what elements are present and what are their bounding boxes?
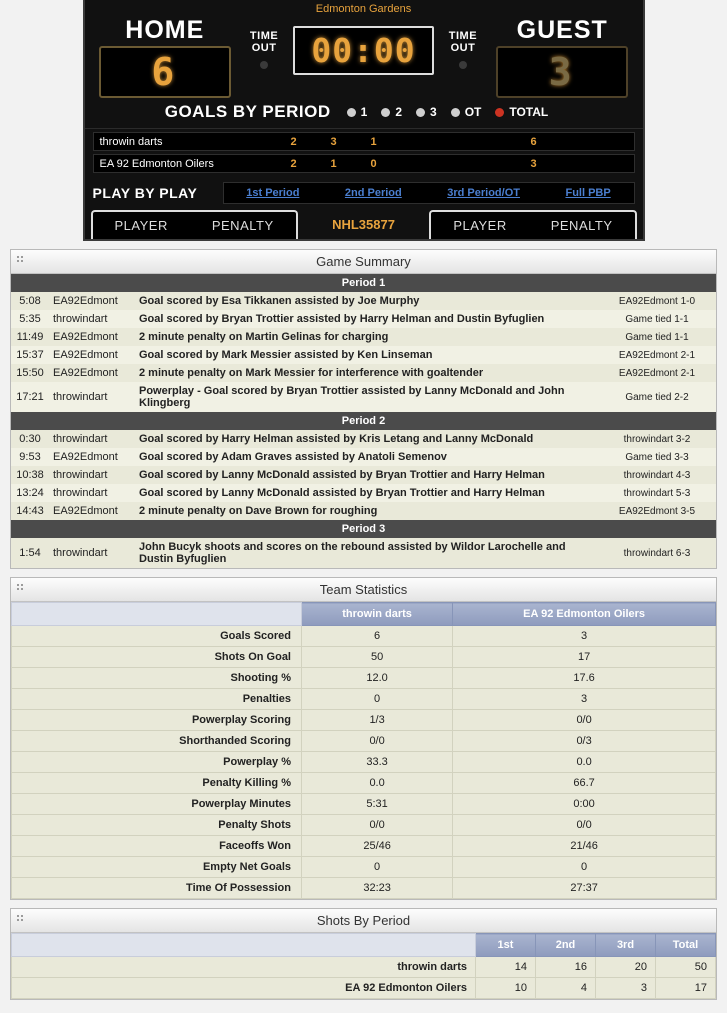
guest-tab-group <box>429 210 636 239</box>
event-team: throwindart <box>49 382 135 412</box>
column-header-2nd: 2nd <box>536 934 596 957</box>
table-row <box>12 836 716 857</box>
timeout-indicator-icon <box>459 61 467 69</box>
table-row <box>12 668 716 689</box>
event-time: 0:30 <box>11 430 49 448</box>
event-team: throwindart <box>49 430 135 448</box>
play-by-play-links <box>223 182 635 204</box>
home-tab-group <box>91 210 298 239</box>
stat-home-value: 0.0 <box>302 773 453 794</box>
goals-by-period-bar <box>85 98 643 129</box>
stat-away-value: 0/0 <box>453 710 716 731</box>
event-time: 1:54 <box>11 538 49 568</box>
scoreboard-top <box>85 16 643 98</box>
game-clock-box <box>293 26 434 75</box>
table-row <box>11 448 716 466</box>
stat-label: Shorthanded Scoring <box>12 731 302 752</box>
stat-home-value: 12.0 <box>302 668 453 689</box>
event-score: EA92Edmont 2-1 <box>598 346 716 364</box>
scoreboard-row-home <box>93 132 635 151</box>
table-row <box>11 484 716 502</box>
tab-guest-penalty[interactable]: PENALTY <box>550 218 613 233</box>
table-row <box>12 752 716 773</box>
team-name: throwin darts <box>99 135 163 148</box>
timeout-line2: OUT <box>450 42 476 54</box>
event-team: EA92Edmont <box>49 364 135 382</box>
radio-icon <box>416 108 425 117</box>
away-team-header: EA 92 Edmonton Oilers <box>453 603 716 626</box>
stat-away-value: 27:37 <box>453 878 716 899</box>
stat-home-value: 25/46 <box>302 836 453 857</box>
period-header-row <box>11 520 716 538</box>
shots-3rd: 20 <box>596 957 656 978</box>
timeout-line2: OUT <box>251 42 277 54</box>
team-statistics-table <box>11 602 716 899</box>
stat-home-value: 0 <box>302 689 453 710</box>
tab-guest-player[interactable]: PLAYER <box>453 218 507 233</box>
blank-header <box>12 603 302 626</box>
period-1-goals: 2 <box>290 157 297 170</box>
shots-by-period-title: Shots By Period <box>316 913 411 928</box>
stat-home-value: 6 <box>302 626 453 647</box>
stat-label: Penalty Killing % <box>12 773 302 794</box>
event-score: EA92Edmont 1-0 <box>598 292 716 310</box>
event-team: EA92Edmont <box>49 346 135 364</box>
team-statistics-header <box>11 578 716 602</box>
game-summary-table <box>11 274 716 568</box>
event-score: Game tied 2-2 <box>598 382 716 412</box>
table-row <box>11 310 716 328</box>
timeout-line1: TIME <box>249 30 279 42</box>
home-side <box>95 16 236 98</box>
period-2-goals: 3 <box>330 135 337 148</box>
period-option-3[interactable] <box>416 105 437 119</box>
timeout-indicator-icon <box>260 61 268 69</box>
period-option-label: 3 <box>430 105 437 119</box>
stat-away-value: 3 <box>453 689 716 710</box>
event-team: throwindart <box>49 466 135 484</box>
guest-score: 3 <box>496 46 628 98</box>
event-description: Powerplay - Goal scored by Bryan Trottier assisted by Lanny McDonald and John Klingberg <box>135 382 598 412</box>
shots-3rd: 3 <box>596 978 656 999</box>
period-option-1[interactable] <box>347 105 368 119</box>
event-score: throwindart 5-3 <box>598 484 716 502</box>
radio-icon <box>451 108 460 117</box>
stat-label: Powerplay Scoring <box>12 710 302 731</box>
shots-by-period-table <box>11 933 716 999</box>
link-2nd-period[interactable]: 2nd Period <box>344 187 402 199</box>
play-by-play-bar <box>85 178 643 210</box>
event-time: 11:49 <box>11 328 49 346</box>
stat-away-value: 0/0 <box>453 815 716 836</box>
period-label: Period 1 <box>11 274 716 292</box>
stat-label: Powerplay % <box>12 752 302 773</box>
goals-by-period-title: GOALS BY PERIOD <box>164 102 331 121</box>
home-team-header: throwin darts <box>302 603 453 626</box>
column-header-3rd: 3rd <box>596 934 656 957</box>
guest-label: GUEST <box>516 16 608 44</box>
period-option-label: OT <box>464 105 482 119</box>
table-row <box>11 346 716 364</box>
event-description: Goal scored by Mark Messier assisted by Ken Linseman <box>135 346 598 364</box>
table-row <box>11 382 716 412</box>
stat-away-value: 0 <box>453 857 716 878</box>
event-description: Goal scored by Adam Graves assisted by Anatoli Semenov <box>135 448 598 466</box>
home-label: HOME <box>125 16 205 44</box>
period-option-2[interactable] <box>381 105 402 119</box>
period-option-label: 2 <box>395 105 402 119</box>
scoreboard-row-guest <box>93 154 635 173</box>
game-summary-panel <box>10 249 717 569</box>
event-score: Game tied 3-3 <box>598 448 716 466</box>
radio-icon <box>381 108 390 117</box>
game-summary-header <box>11 250 716 274</box>
table-row <box>11 538 716 568</box>
event-time: 15:50 <box>11 364 49 382</box>
event-score: EA92Edmont 2-1 <box>598 364 716 382</box>
stat-label: Faceoffs Won <box>12 836 302 857</box>
radio-icon <box>347 108 356 117</box>
table-row <box>12 710 716 731</box>
table-row <box>12 731 716 752</box>
timeout-line1: TIME <box>448 30 478 42</box>
team-name: EA 92 Edmonton Oilers <box>12 978 476 999</box>
shots-total: 50 <box>656 957 716 978</box>
stat-home-value: 0/0 <box>302 815 453 836</box>
shots-2nd: 4 <box>536 978 596 999</box>
stat-away-value: 17.6 <box>453 668 716 689</box>
stat-away-value: 0.0 <box>453 752 716 773</box>
event-team: EA92Edmont <box>49 328 135 346</box>
table-row <box>11 328 716 346</box>
table-row <box>12 815 716 836</box>
event-score: Game tied 1-1 <box>598 310 716 328</box>
event-description: John Bucyk shoots and scores on the rebound assisted by Wildor Larochelle and Dustin Byfuglien <box>135 538 598 568</box>
event-team: EA92Edmont <box>49 292 135 310</box>
table-row <box>12 647 716 668</box>
team-statistics-title: Team Statistics <box>319 582 408 597</box>
total-goals: 3 <box>530 157 537 170</box>
stat-label: Shots On Goal <box>12 647 302 668</box>
event-description: Goal scored by Lanny McDonald assisted by Bryan Trottier and Harry Helman <box>135 484 598 502</box>
table-row <box>11 502 716 520</box>
event-time: 5:08 <box>11 292 49 310</box>
stat-label: Powerplay Minutes <box>12 794 302 815</box>
drag-handle-icon[interactable] <box>16 914 25 923</box>
table-row <box>12 978 716 999</box>
link-full-pbp[interactable]: Full PBP <box>565 187 611 199</box>
game-clock: 00:00 <box>311 31 416 70</box>
shots-by-period-header <box>11 909 716 933</box>
stat-away-value: 21/46 <box>453 836 716 857</box>
total-goals: 6 <box>530 135 537 148</box>
table-header-row <box>12 934 716 957</box>
tab-home-player[interactable]: PLAYER <box>114 218 168 233</box>
period-header-row <box>11 412 716 430</box>
event-description: 2 minute penalty on Dave Brown for roughing <box>135 502 598 520</box>
event-score: throwindart 3-2 <box>598 430 716 448</box>
event-team: throwindart <box>49 538 135 568</box>
table-row <box>11 364 716 382</box>
table-row <box>12 878 716 899</box>
event-description: 2 minute penalty on Martin Gelinas for charging <box>135 328 598 346</box>
period-1-goals: 2 <box>290 135 297 148</box>
table-row <box>12 794 716 815</box>
guest-side <box>492 16 633 98</box>
column-header-1st: 1st <box>476 934 536 957</box>
event-time: 14:43 <box>11 502 49 520</box>
drag-handle-icon[interactable] <box>16 255 25 264</box>
stat-home-value: 0/0 <box>302 731 453 752</box>
game-summary-title: Game Summary <box>316 254 411 269</box>
table-row <box>11 466 716 484</box>
team-name: throwin darts <box>12 957 476 978</box>
table-header-row <box>12 603 716 626</box>
stat-away-value: 0/3 <box>453 731 716 752</box>
shots-1st: 14 <box>476 957 536 978</box>
stat-away-value: 66.7 <box>453 773 716 794</box>
event-team: throwindart <box>49 484 135 502</box>
shots-total: 17 <box>656 978 716 999</box>
drag-handle-icon[interactable] <box>16 583 25 592</box>
event-team: throwindart <box>49 310 135 328</box>
stat-home-value: 1/3 <box>302 710 453 731</box>
table-row <box>11 430 716 448</box>
stat-away-value: 3 <box>453 626 716 647</box>
tab-home-penalty[interactable]: PENALTY <box>211 218 274 233</box>
period-option-label: TOTAL <box>509 105 549 119</box>
shots-1st: 10 <box>476 978 536 999</box>
scoreboard-tabs <box>85 210 643 239</box>
stat-home-value: 5:31 <box>302 794 453 815</box>
event-time: 9:53 <box>11 448 49 466</box>
shots-by-period-panel <box>10 908 717 1000</box>
table-row <box>11 292 716 310</box>
period-3-goals: 1 <box>370 135 377 148</box>
link-1st-period[interactable]: 1st Period <box>246 187 300 199</box>
period-option-ot[interactable] <box>451 105 482 119</box>
event-score: Game tied 1-1 <box>598 328 716 346</box>
event-time: 13:24 <box>11 484 49 502</box>
period-option-label: 1 <box>360 105 368 119</box>
table-row <box>12 626 716 647</box>
stat-home-value: 32:23 <box>302 878 453 899</box>
stat-label: Time Of Possession <box>12 878 302 899</box>
radio-icon-selected <box>495 108 504 117</box>
scoreboard-period-rows <box>85 129 643 178</box>
home-score: 6 <box>99 46 231 98</box>
table-row <box>12 689 716 710</box>
period-header-row <box>11 274 716 292</box>
event-score: throwindart 6-3 <box>598 538 716 568</box>
stat-home-value: 33.3 <box>302 752 453 773</box>
game-id: NHL35877 <box>332 217 395 232</box>
stat-home-value: 0 <box>302 857 453 878</box>
period-3-goals: 0 <box>370 157 377 170</box>
event-time: 15:37 <box>11 346 49 364</box>
stat-label: Goals Scored <box>12 626 302 647</box>
blank-header <box>12 934 476 957</box>
stat-label: Penalties <box>12 689 302 710</box>
event-time: 10:38 <box>11 466 49 484</box>
stat-home-value: 50 <box>302 647 453 668</box>
stat-away-value: 17 <box>453 647 716 668</box>
guest-timeout <box>434 16 492 69</box>
event-team: EA92Edmont <box>49 448 135 466</box>
period-label: Period 2 <box>11 412 716 430</box>
period-label: Period 3 <box>11 520 716 538</box>
event-description: Goal scored by Harry Helman assisted by Kris Letang and Lanny McDonald <box>135 430 598 448</box>
event-description: 2 minute penalty on Mark Messier for interference with goaltender <box>135 364 598 382</box>
link-3rd-period-ot[interactable]: 3rd Period/OT <box>447 187 520 199</box>
stat-label: Penalty Shots <box>12 815 302 836</box>
event-description: Goal scored by Esa Tikkanen assisted by Joe Murphy <box>135 292 598 310</box>
home-timeout <box>235 16 293 69</box>
stat-away-value: 0:00 <box>453 794 716 815</box>
event-time: 5:35 <box>11 310 49 328</box>
period-2-goals: 1 <box>330 157 337 170</box>
shots-2nd: 16 <box>536 957 596 978</box>
stat-label: Shooting % <box>12 668 302 689</box>
event-description: Goal scored by Lanny McDonald assisted by Bryan Trottier and Harry Helman <box>135 466 598 484</box>
stat-label: Empty Net Goals <box>12 857 302 878</box>
team-statistics-panel <box>10 577 717 900</box>
period-option-total[interactable] <box>495 105 548 119</box>
event-team: EA92Edmont <box>49 502 135 520</box>
table-row <box>12 773 716 794</box>
event-score: throwindart 4-3 <box>598 466 716 484</box>
event-description: Goal scored by Bryan Trottier assisted by Harry Helman and Dustin Byfuglien <box>135 310 598 328</box>
column-header-total: Total <box>656 934 716 957</box>
venue-label: Edmonton Gardens <box>315 3 412 15</box>
play-by-play-title: PLAY BY PLAY <box>92 185 198 201</box>
event-score: EA92Edmont 3-5 <box>598 502 716 520</box>
scoreboard <box>83 0 645 241</box>
team-name: EA 92 Edmonton Oilers <box>99 157 214 170</box>
event-time: 17:21 <box>11 382 49 412</box>
table-row <box>12 857 716 878</box>
table-row <box>12 957 716 978</box>
